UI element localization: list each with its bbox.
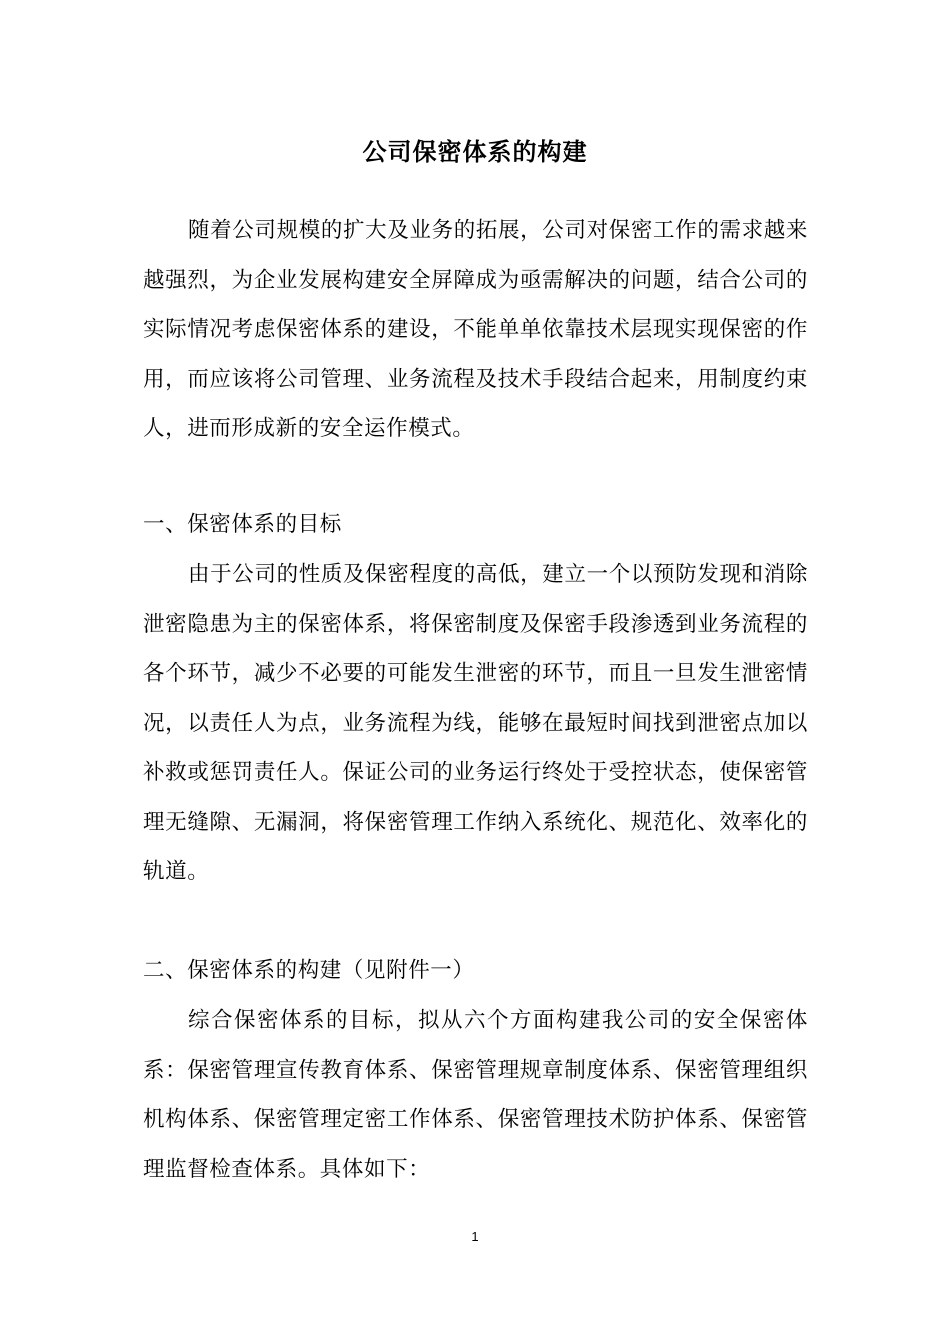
section-1-heading: 一、保密体系的目标 — [143, 512, 342, 537]
section-2-body: 综合保密体系的目标，拟从六个方面构建我公司的安全保密体系：保密管理宣传教育体系、保密管理规章制度体系、保密管理组织机构体系、保密管理定密工作体系、保密管理技术防护体系、保密管理监督检查体系。具体如下： — [143, 1008, 808, 1182]
section-1-body: 由于公司的性质及保密程度的高低，建立一个以预防发现和消除泄密隐患为主的保密体系，将保密制度及保密手段渗透到业务流程的各个环节，减少不必要的可能发生泄密的环节，而且一旦发生泄密情况，以责任人为点，业务流程为线，能够在最短时间找到泄密点加以补救或惩罚责任人。保证公司的业务运行终处于受控状态，使保密管理无缝隙、无漏洞，将保密管理工作纳入系统化、规范化、效率化的轨道。 — [143, 562, 808, 884]
page-number: 1 — [471, 1229, 479, 1244]
document-title: 公司保密体系的构建 — [362, 137, 588, 166]
section-2-heading: 二、保密体系的构建（见附件一） — [143, 958, 475, 983]
intro-paragraph: 随着公司规模的扩大及业务的拓展，公司对保密工作的需求越来越强烈，为企业发展构建安全屏障成为亟需解决的问题，结合公司的实际情况考虑保密体系的建设，不能单单依靠技术层现实现保密的作用，而应该将公司管理、业务流程及技术手段结合起来，用制度约束人，进而形成新的安全运作模式。 — [143, 218, 808, 441]
